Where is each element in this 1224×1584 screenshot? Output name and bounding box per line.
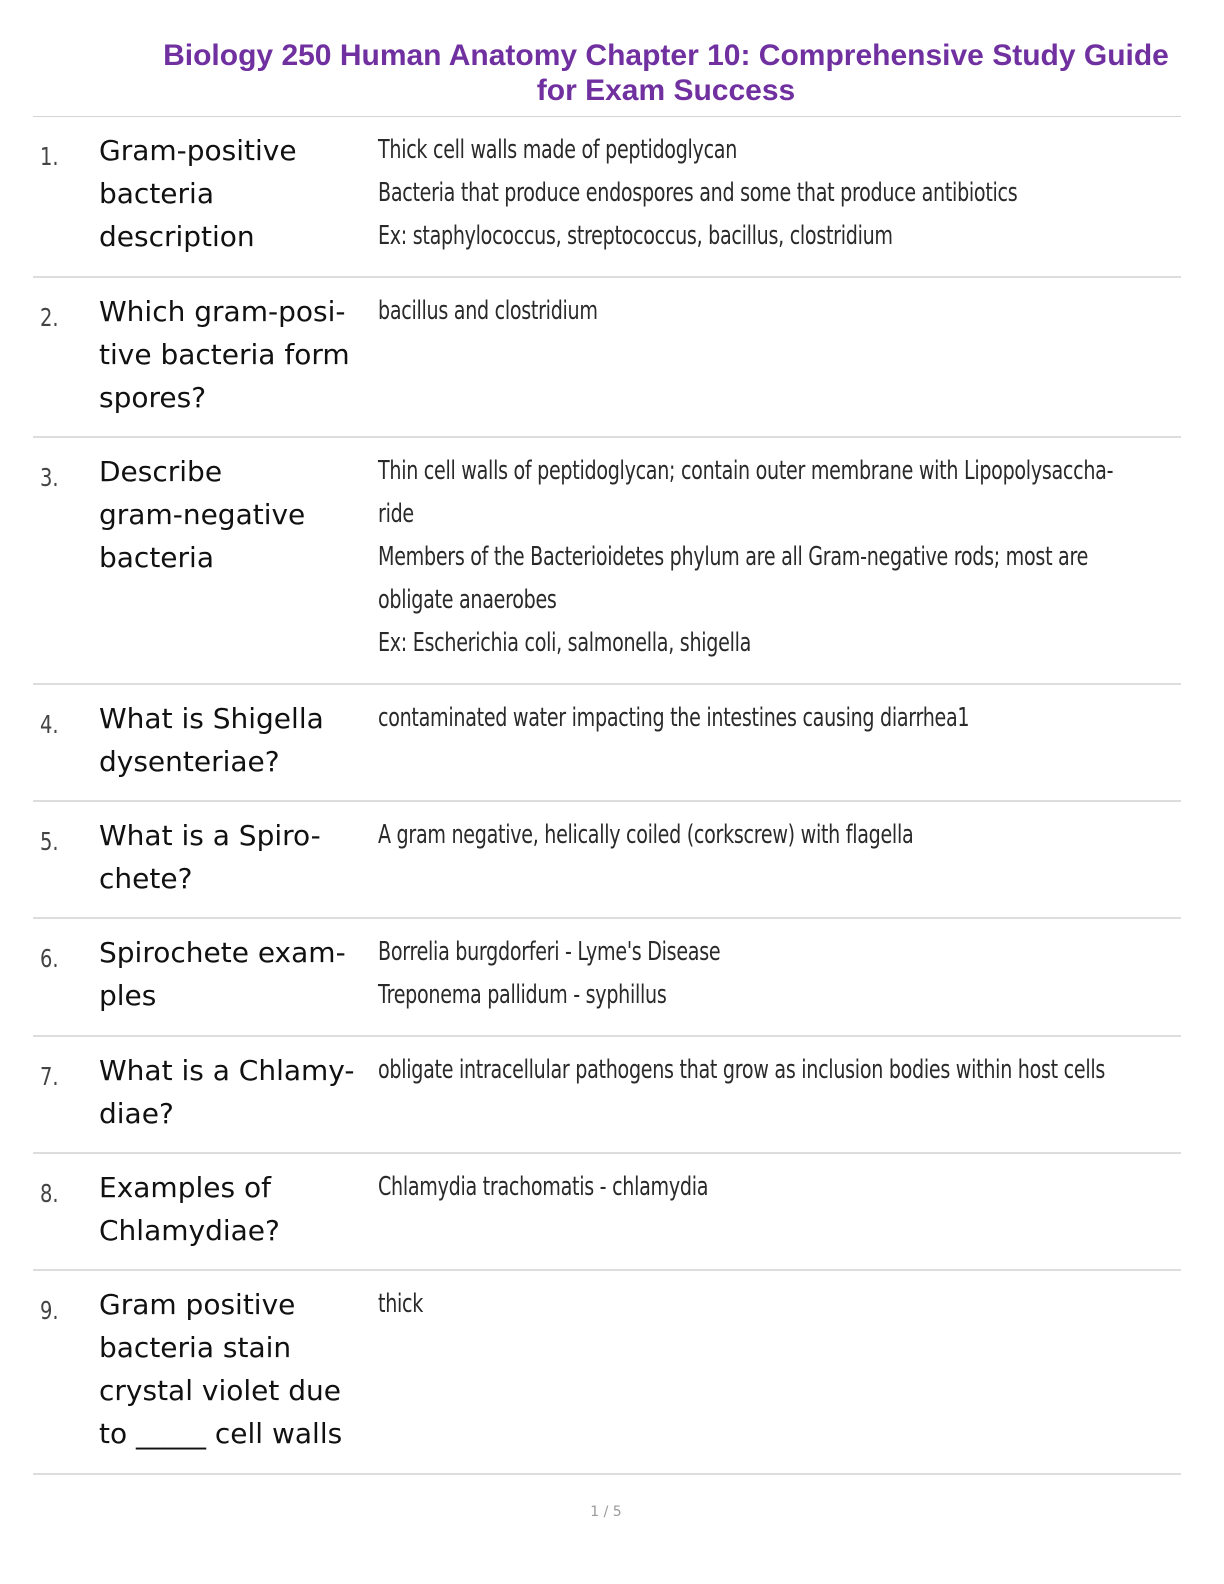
card-term bbox=[99, 1283, 374, 1455]
term-line: What is Shigella bbox=[99, 702, 324, 735]
card-definition bbox=[378, 697, 969, 740]
flashcard-2 bbox=[33, 278, 1181, 438]
card-number: 4. bbox=[40, 710, 59, 739]
card-number: 6. bbox=[40, 944, 59, 973]
flashcard-1 bbox=[33, 117, 1181, 278]
document-title bbox=[120, 38, 1212, 108]
definition-line: obligate intracellular pathogens that grow as inclusion bodies within host cells bbox=[378, 1055, 1106, 1085]
term-line: description bbox=[99, 220, 255, 253]
flashcard-3 bbox=[33, 438, 1181, 685]
definition-line: thick bbox=[378, 1289, 424, 1319]
card-definition bbox=[378, 290, 598, 333]
flashcard-4 bbox=[33, 685, 1181, 802]
page-number: 1 / 5 bbox=[590, 1504, 622, 1520]
definition-line: Ex: staphylococcus, streptococcus, bacillus, clostridium bbox=[378, 221, 893, 251]
term-line: diae? bbox=[99, 1097, 174, 1130]
card-definition bbox=[378, 814, 913, 857]
card-number: 9. bbox=[40, 1296, 59, 1325]
card-number: 5. bbox=[40, 827, 59, 856]
card-number: 8. bbox=[40, 1179, 59, 1208]
card-number: 2. bbox=[40, 303, 59, 332]
definition-line: A gram negative, helically coiled (corkscrew) with flagella bbox=[378, 820, 914, 850]
title-line-1: Biology 250 Human Anatomy Chapter 10: Comprehensive Study Guide bbox=[163, 39, 1169, 72]
term-line: What is a Spiro- bbox=[99, 819, 321, 852]
term-line: spores? bbox=[99, 381, 207, 414]
flashcard-9 bbox=[33, 1271, 1181, 1475]
term-line: dysenteriae? bbox=[99, 745, 280, 778]
flashcard-5 bbox=[33, 802, 1181, 919]
card-definition bbox=[378, 450, 1113, 665]
card-number: 3. bbox=[40, 463, 59, 492]
definition-line: Ex: Escherichia coli, salmonella, shigella bbox=[378, 628, 752, 658]
card-term bbox=[99, 1049, 374, 1135]
term-line: crystal violet due bbox=[99, 1374, 341, 1407]
definition-line: Chlamydia trachomatis - chlamydia bbox=[378, 1172, 709, 1202]
definition-line: contaminated water impacting the intestines causing diarrhea1 bbox=[378, 703, 970, 733]
term-line: tive bacteria form bbox=[99, 338, 350, 371]
term-line: gram-negative bbox=[99, 498, 306, 531]
definition-line: Borrelia burgdorferi - Lyme's Disease bbox=[378, 937, 721, 967]
card-number: 1. bbox=[40, 142, 59, 171]
card-definition bbox=[378, 129, 1017, 258]
card-term bbox=[99, 450, 374, 579]
card-definition bbox=[378, 1166, 708, 1209]
card-term bbox=[99, 814, 374, 900]
term-line: bacteria bbox=[99, 541, 214, 574]
card-definition bbox=[378, 1049, 1105, 1092]
flashcard-6 bbox=[33, 919, 1181, 1037]
term-line: Examples of bbox=[99, 1171, 271, 1204]
card-number: 7. bbox=[40, 1062, 59, 1091]
term-line: bacteria bbox=[99, 177, 214, 210]
card-term bbox=[99, 1166, 374, 1252]
definition-line: Treponema pallidum - syphillus bbox=[378, 980, 667, 1010]
card-term bbox=[99, 931, 374, 1017]
definition-line: obligate anaerobes bbox=[378, 585, 557, 615]
term-line: Which gram-posi- bbox=[99, 295, 346, 328]
term-line: Chlamydiae? bbox=[99, 1214, 280, 1247]
flashcard-7 bbox=[33, 1037, 1181, 1154]
definition-line: Thick cell walls made of peptidoglycan bbox=[378, 135, 738, 165]
term-line: Gram-positive bbox=[99, 134, 297, 167]
term-line: ples bbox=[99, 979, 157, 1012]
flashcard-list bbox=[33, 116, 1181, 1475]
term-line: Gram positive bbox=[99, 1288, 296, 1321]
card-term bbox=[99, 697, 374, 783]
term-line: to _____ cell walls bbox=[99, 1417, 343, 1450]
term-line: chete? bbox=[99, 862, 193, 895]
flashcard-8 bbox=[33, 1154, 1181, 1271]
term-line: bacteria stain bbox=[99, 1331, 292, 1364]
term-line: Describe bbox=[99, 455, 223, 488]
term-line: What is a Chlamy- bbox=[99, 1054, 355, 1087]
card-term bbox=[99, 290, 374, 419]
definition-line: Bacteria that produce endospores and some that produce antibiotics bbox=[378, 178, 1018, 208]
card-term bbox=[99, 129, 374, 258]
card-definition bbox=[378, 1283, 423, 1326]
definition-line: Members of the Bacterioidetes phylum are all Gram-negative rods; most are bbox=[378, 542, 1089, 572]
card-definition bbox=[378, 931, 720, 1017]
definition-line: ride bbox=[378, 499, 414, 529]
definition-line: Thin cell walls of peptidoglycan; contain outer membrane with Lipopolysaccha- bbox=[378, 456, 1114, 486]
definition-line: bacillus and clostridium bbox=[378, 296, 598, 326]
title-line-2: for Exam Success bbox=[536, 74, 796, 107]
term-line: Spirochete exam- bbox=[99, 936, 346, 969]
